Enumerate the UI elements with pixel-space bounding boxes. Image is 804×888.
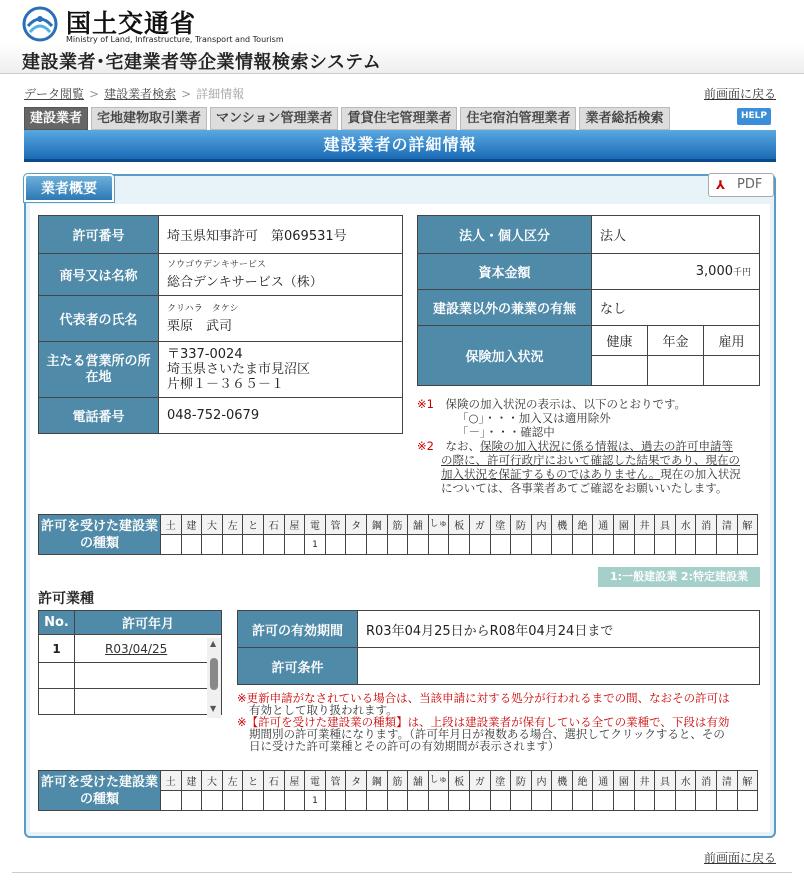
note1-mark: ※1 bbox=[417, 397, 434, 411]
type-value-13 bbox=[428, 791, 449, 811]
note2-underline1: 保険の加入状況に係る情報は、過去の許可申請等 bbox=[479, 439, 733, 453]
type-col-13: しゅ bbox=[428, 771, 449, 791]
permit-no: 埼玉県知事許可 第069531号 bbox=[159, 216, 403, 254]
type-value-12 bbox=[408, 791, 429, 811]
type-value-24 bbox=[655, 535, 676, 555]
type-value-12 bbox=[408, 535, 429, 555]
note2-underline2: の際に、許可行政庁において確認した結果であり、現在の bbox=[441, 453, 740, 467]
type-col-16: 塗 bbox=[490, 515, 511, 535]
type-value-19 bbox=[552, 791, 573, 811]
license-row-empty bbox=[39, 689, 75, 715]
insurance-health-value bbox=[592, 356, 648, 386]
category-tabs bbox=[24, 107, 670, 130]
tab-general-search[interactable]: 業者総括検索 bbox=[579, 107, 669, 130]
type-value-11 bbox=[387, 535, 408, 555]
type-value-20 bbox=[572, 791, 593, 811]
type-value-7: 1 bbox=[305, 791, 326, 811]
type-col-4: と bbox=[243, 515, 264, 535]
phone-label: 電話番号 bbox=[39, 398, 159, 434]
type-value-9 bbox=[346, 535, 367, 555]
type-col-22: 園 bbox=[614, 515, 635, 535]
ministry-name-en: Ministry of Land, Infrastructure, Transport and Tourism bbox=[66, 35, 284, 44]
type-col-7: 電 bbox=[305, 771, 326, 791]
type-col-12: 舗 bbox=[408, 515, 429, 535]
type-col-10: 鋼 bbox=[366, 515, 387, 535]
type-value-2 bbox=[202, 535, 223, 555]
type-value-14 bbox=[449, 791, 470, 811]
type-value-28 bbox=[737, 791, 758, 811]
period-value: R03年04月25日からR08年04月24日まで bbox=[358, 611, 760, 648]
type-value-26 bbox=[696, 791, 717, 811]
side-business-label: 建設業以外の兼業の有無 bbox=[418, 290, 592, 326]
breadcrumb-data-browse[interactable]: データ閲覧 bbox=[24, 87, 85, 101]
type-value-4 bbox=[243, 791, 264, 811]
type-value-0 bbox=[161, 535, 182, 555]
license-row-no: 1 bbox=[39, 635, 75, 663]
type-value-8 bbox=[325, 535, 346, 555]
type-value-18 bbox=[531, 535, 552, 555]
breadcrumb: データ閲覧 > 建設業者検索 > 詳細情報 bbox=[24, 87, 245, 101]
capital-label: 資本金額 bbox=[418, 254, 592, 290]
type-value-16 bbox=[490, 535, 511, 555]
type-value-22 bbox=[614, 791, 635, 811]
type-col-18: 内 bbox=[531, 771, 552, 791]
address-line2: 片柳１－３６５－１ bbox=[167, 377, 285, 392]
insurance-employment-value bbox=[704, 356, 760, 386]
insurance-pension-value bbox=[648, 356, 704, 386]
license-notes bbox=[237, 692, 760, 752]
type-col-27: 清 bbox=[717, 771, 738, 791]
type-col-19: 機 bbox=[552, 515, 573, 535]
type-col-8: 管 bbox=[325, 771, 346, 791]
type-col-26: 消 bbox=[696, 515, 717, 535]
type-col-16: 塗 bbox=[490, 771, 511, 791]
license-period-table bbox=[237, 610, 760, 685]
type-col-3: 左 bbox=[222, 771, 243, 791]
type-value-18 bbox=[531, 791, 552, 811]
type-col-9: タ bbox=[346, 771, 367, 791]
help-button[interactable]: HELP bbox=[737, 108, 771, 125]
note1-circle: 「○」・・・加入又は適用除外 bbox=[457, 411, 611, 425]
license-heading: 許可業種 bbox=[38, 591, 94, 607]
type-col-17: 防 bbox=[511, 515, 532, 535]
type-value-16 bbox=[490, 791, 511, 811]
type-value-27 bbox=[717, 791, 738, 811]
type-col-4: と bbox=[243, 771, 264, 791]
type-col-3: 左 bbox=[222, 515, 243, 535]
tab-real-estate[interactable]: 宅地建物取引業者 bbox=[91, 107, 207, 130]
type-col-2: 大 bbox=[202, 515, 223, 535]
type-value-5 bbox=[263, 791, 284, 811]
type-col-8: 管 bbox=[325, 515, 346, 535]
type-col-18: 内 bbox=[531, 515, 552, 535]
type-col-25: 水 bbox=[675, 771, 696, 791]
page-title: 建設業者の詳細情報 bbox=[24, 130, 776, 162]
side-business: なし bbox=[592, 290, 760, 326]
type-col-5: 石 bbox=[263, 515, 284, 535]
type-col-15: ガ bbox=[469, 771, 490, 791]
note2-last: については、各事業者あてご確認をお願いいたします。 bbox=[441, 481, 728, 495]
note1-text: 保険の加入状況の表示は、以下のとおりです。 bbox=[445, 397, 687, 411]
type-col-2: 大 bbox=[202, 771, 223, 791]
type-col-25: 水 bbox=[675, 515, 696, 535]
type-value-25 bbox=[675, 535, 696, 555]
note-b: ※【許可を受けた建設業の種類】は、上段は建設業者が保有している全ての業種で、下段は有効 bbox=[237, 715, 730, 729]
scroll-thumb[interactable] bbox=[210, 658, 218, 690]
footer-divider bbox=[12, 872, 792, 873]
address-label: 主たる営業所の所在地 bbox=[39, 342, 159, 398]
insurance-employment-label: 雇用 bbox=[704, 326, 760, 356]
tab-lodging-management[interactable]: 住宅宿泊管理業者 bbox=[460, 107, 576, 130]
condition-value bbox=[358, 648, 760, 685]
corporation-table bbox=[417, 215, 760, 386]
type-col-10: 鋼 bbox=[366, 771, 387, 791]
type-col-20: 絶 bbox=[572, 515, 593, 535]
type-value-10 bbox=[366, 535, 387, 555]
tab-condo-management[interactable]: マンション管理業者 bbox=[210, 107, 338, 130]
note2-mark: ※2 bbox=[417, 439, 434, 453]
type-value-1 bbox=[181, 535, 202, 555]
condition-label: 許可条件 bbox=[238, 648, 358, 685]
note2-underline3: 加入状況を保証するものではありません。 bbox=[441, 467, 661, 481]
type-col-0: 土 bbox=[161, 771, 182, 791]
type-col-21: 通 bbox=[593, 771, 614, 791]
insurance-health-label: 健康 bbox=[592, 326, 648, 356]
type-value-26 bbox=[696, 535, 717, 555]
types-header-2: 許可を受けた建設業の種類 bbox=[39, 771, 161, 811]
system-title: 建設業者･宅建業者等企業情報検索システム bbox=[22, 52, 382, 73]
company-table bbox=[38, 215, 403, 434]
license-date-link[interactable]: R03/04/25 bbox=[105, 641, 168, 656]
insurance-label: 保険加入状況 bbox=[418, 326, 592, 386]
license-types-grid-period bbox=[38, 770, 758, 811]
phone-number: 048-752-0679 bbox=[159, 398, 403, 434]
type-col-21: 通 bbox=[593, 515, 614, 535]
note2-post: 現在の加入状況 bbox=[660, 467, 741, 481]
type-col-28: 解 bbox=[737, 771, 758, 791]
type-col-6: 屋 bbox=[284, 515, 305, 535]
note-a2: 有効として取り扱われます。 bbox=[249, 703, 398, 717]
type-value-3 bbox=[222, 535, 243, 555]
type-col-5: 石 bbox=[263, 771, 284, 791]
tab-contractor[interactable]: 建設業者 bbox=[24, 107, 88, 130]
type-col-12: 舗 bbox=[408, 771, 429, 791]
address-line1: 埼玉県さいたま市見沼区 bbox=[167, 362, 311, 377]
type-col-7: 電 bbox=[305, 515, 326, 535]
type-value-15 bbox=[469, 535, 490, 555]
license-row-empty-date bbox=[75, 689, 222, 715]
type-col-11: 筋 bbox=[387, 771, 408, 791]
overview-tab[interactable]: 業者概要 bbox=[24, 174, 114, 202]
representative-name: 栗原 武司 bbox=[167, 318, 233, 334]
license-types-grid bbox=[38, 514, 758, 555]
company-name-kana: ソウゴウデンキサービス bbox=[167, 259, 266, 270]
type-col-24: 具 bbox=[655, 515, 676, 535]
type-value-3 bbox=[222, 791, 243, 811]
license-no-header: No. bbox=[39, 611, 75, 635]
type-col-14: 板 bbox=[449, 771, 470, 791]
type-col-13: しゅ bbox=[428, 515, 449, 535]
type-value-23 bbox=[634, 791, 655, 811]
type-col-1: 建 bbox=[181, 771, 202, 791]
tab-rental-management[interactable]: 賃貸住宅管理業者 bbox=[341, 107, 457, 130]
type-value-21 bbox=[593, 791, 614, 811]
type-col-28: 解 bbox=[737, 515, 758, 535]
license-list bbox=[38, 610, 222, 715]
type-legend: 1:一般建設業 2:特定建設業 bbox=[598, 567, 760, 587]
type-value-7: 1 bbox=[305, 535, 326, 555]
type-value-24 bbox=[655, 791, 676, 811]
note-b2: 期間別の許可業種になります。（許可年月日が複数ある場合、選択してクリックすると、その bbox=[249, 727, 725, 741]
note-a: ※更新申請がなされている場合は、当該申請に対する処分が行われるまでの間、なおその許可は bbox=[237, 691, 730, 705]
types-header: 許可を受けた建設業の種類 bbox=[39, 515, 161, 555]
type-col-0: 土 bbox=[161, 515, 182, 535]
type-col-20: 絶 bbox=[572, 771, 593, 791]
type-value-8 bbox=[325, 791, 346, 811]
license-row[interactable] bbox=[39, 635, 222, 663]
type-value-5 bbox=[263, 535, 284, 555]
type-col-15: ガ bbox=[469, 515, 490, 535]
type-value-6 bbox=[284, 791, 305, 811]
type-value-2 bbox=[202, 791, 223, 811]
type-col-22: 園 bbox=[614, 771, 635, 791]
type-col-24: 具 bbox=[655, 771, 676, 791]
type-value-17 bbox=[511, 791, 532, 811]
type-col-1: 建 bbox=[181, 515, 202, 535]
type-value-28 bbox=[737, 535, 758, 555]
type-value-14 bbox=[449, 535, 470, 555]
type-col-14: 板 bbox=[449, 515, 470, 535]
type-value-27 bbox=[717, 535, 738, 555]
note-b3: 日に受けた許可業種とその許可の有効期間が表示されます） bbox=[249, 739, 560, 753]
representative-kana: クリハラ タケシ bbox=[167, 303, 239, 314]
type-value-23 bbox=[634, 535, 655, 555]
breadcrumb-current: 詳細情報 bbox=[196, 87, 245, 101]
breadcrumb-contractor-search[interactable]: 建設業者検索 bbox=[104, 87, 177, 101]
type-value-19 bbox=[552, 535, 573, 555]
license-row-empty-date bbox=[75, 663, 222, 689]
ministry-name: 国土交通省 bbox=[66, 9, 197, 38]
type-col-6: 屋 bbox=[284, 771, 305, 791]
pdf-button[interactable] bbox=[708, 173, 774, 197]
type-col-23: 井 bbox=[634, 515, 655, 535]
capital-amount: 3,000 bbox=[695, 264, 733, 279]
type-value-15 bbox=[469, 791, 490, 811]
license-date-header: 許可年月 bbox=[75, 611, 222, 635]
license-row-empty bbox=[39, 663, 75, 689]
type-value-4 bbox=[243, 535, 264, 555]
pdf-icon: ⅄ bbox=[716, 178, 726, 192]
type-value-25 bbox=[675, 791, 696, 811]
company-name: 総合デンキサービス（株） bbox=[167, 274, 323, 290]
type-col-27: 清 bbox=[717, 515, 738, 535]
type-col-17: 防 bbox=[511, 771, 532, 791]
back-link-bottom[interactable]: 前画面に戻る bbox=[704, 851, 777, 865]
note2-pre: なお、 bbox=[445, 439, 480, 453]
capital-unit: 千円 bbox=[732, 268, 751, 278]
scroll-up-icon[interactable]: ▲ bbox=[210, 639, 217, 648]
back-link-top[interactable]: 前画面に戻る bbox=[704, 87, 777, 101]
type-value-10 bbox=[366, 791, 387, 811]
scroll-down-icon[interactable]: ▼ bbox=[210, 704, 217, 713]
type-value-21 bbox=[593, 535, 614, 555]
license-list-scrollbar[interactable] bbox=[207, 638, 221, 718]
entity-type-label: 法人・個人区分 bbox=[418, 216, 592, 254]
type-value-1 bbox=[181, 791, 202, 811]
entity-type: 法人 bbox=[592, 216, 760, 254]
zip-code: 〒337-0024 bbox=[167, 347, 243, 362]
type-value-17 bbox=[511, 535, 532, 555]
type-value-6 bbox=[284, 535, 305, 555]
note1-dash: 「－」・・・確認中 bbox=[457, 425, 555, 439]
type-value-9 bbox=[346, 791, 367, 811]
insurance-pension-label: 年金 bbox=[648, 326, 704, 356]
type-value-13 bbox=[428, 535, 449, 555]
type-col-19: 機 bbox=[552, 771, 573, 791]
permit-no-label: 許可番号 bbox=[39, 216, 159, 254]
period-label: 許可の有効期間 bbox=[238, 611, 358, 648]
type-col-26: 消 bbox=[696, 771, 717, 791]
type-value-20 bbox=[572, 535, 593, 555]
pdf-label: PDF bbox=[737, 177, 763, 192]
type-col-23: 井 bbox=[634, 771, 655, 791]
type-value-11 bbox=[387, 791, 408, 811]
representative-label: 代表者の氏名 bbox=[39, 296, 159, 342]
insurance-notes bbox=[417, 397, 760, 495]
type-value-0 bbox=[161, 791, 182, 811]
type-col-9: タ bbox=[346, 515, 367, 535]
type-col-11: 筋 bbox=[387, 515, 408, 535]
mlit-logo-icon bbox=[22, 6, 58, 42]
type-value-22 bbox=[614, 535, 635, 555]
company-name-label: 商号又は名称 bbox=[39, 254, 159, 296]
